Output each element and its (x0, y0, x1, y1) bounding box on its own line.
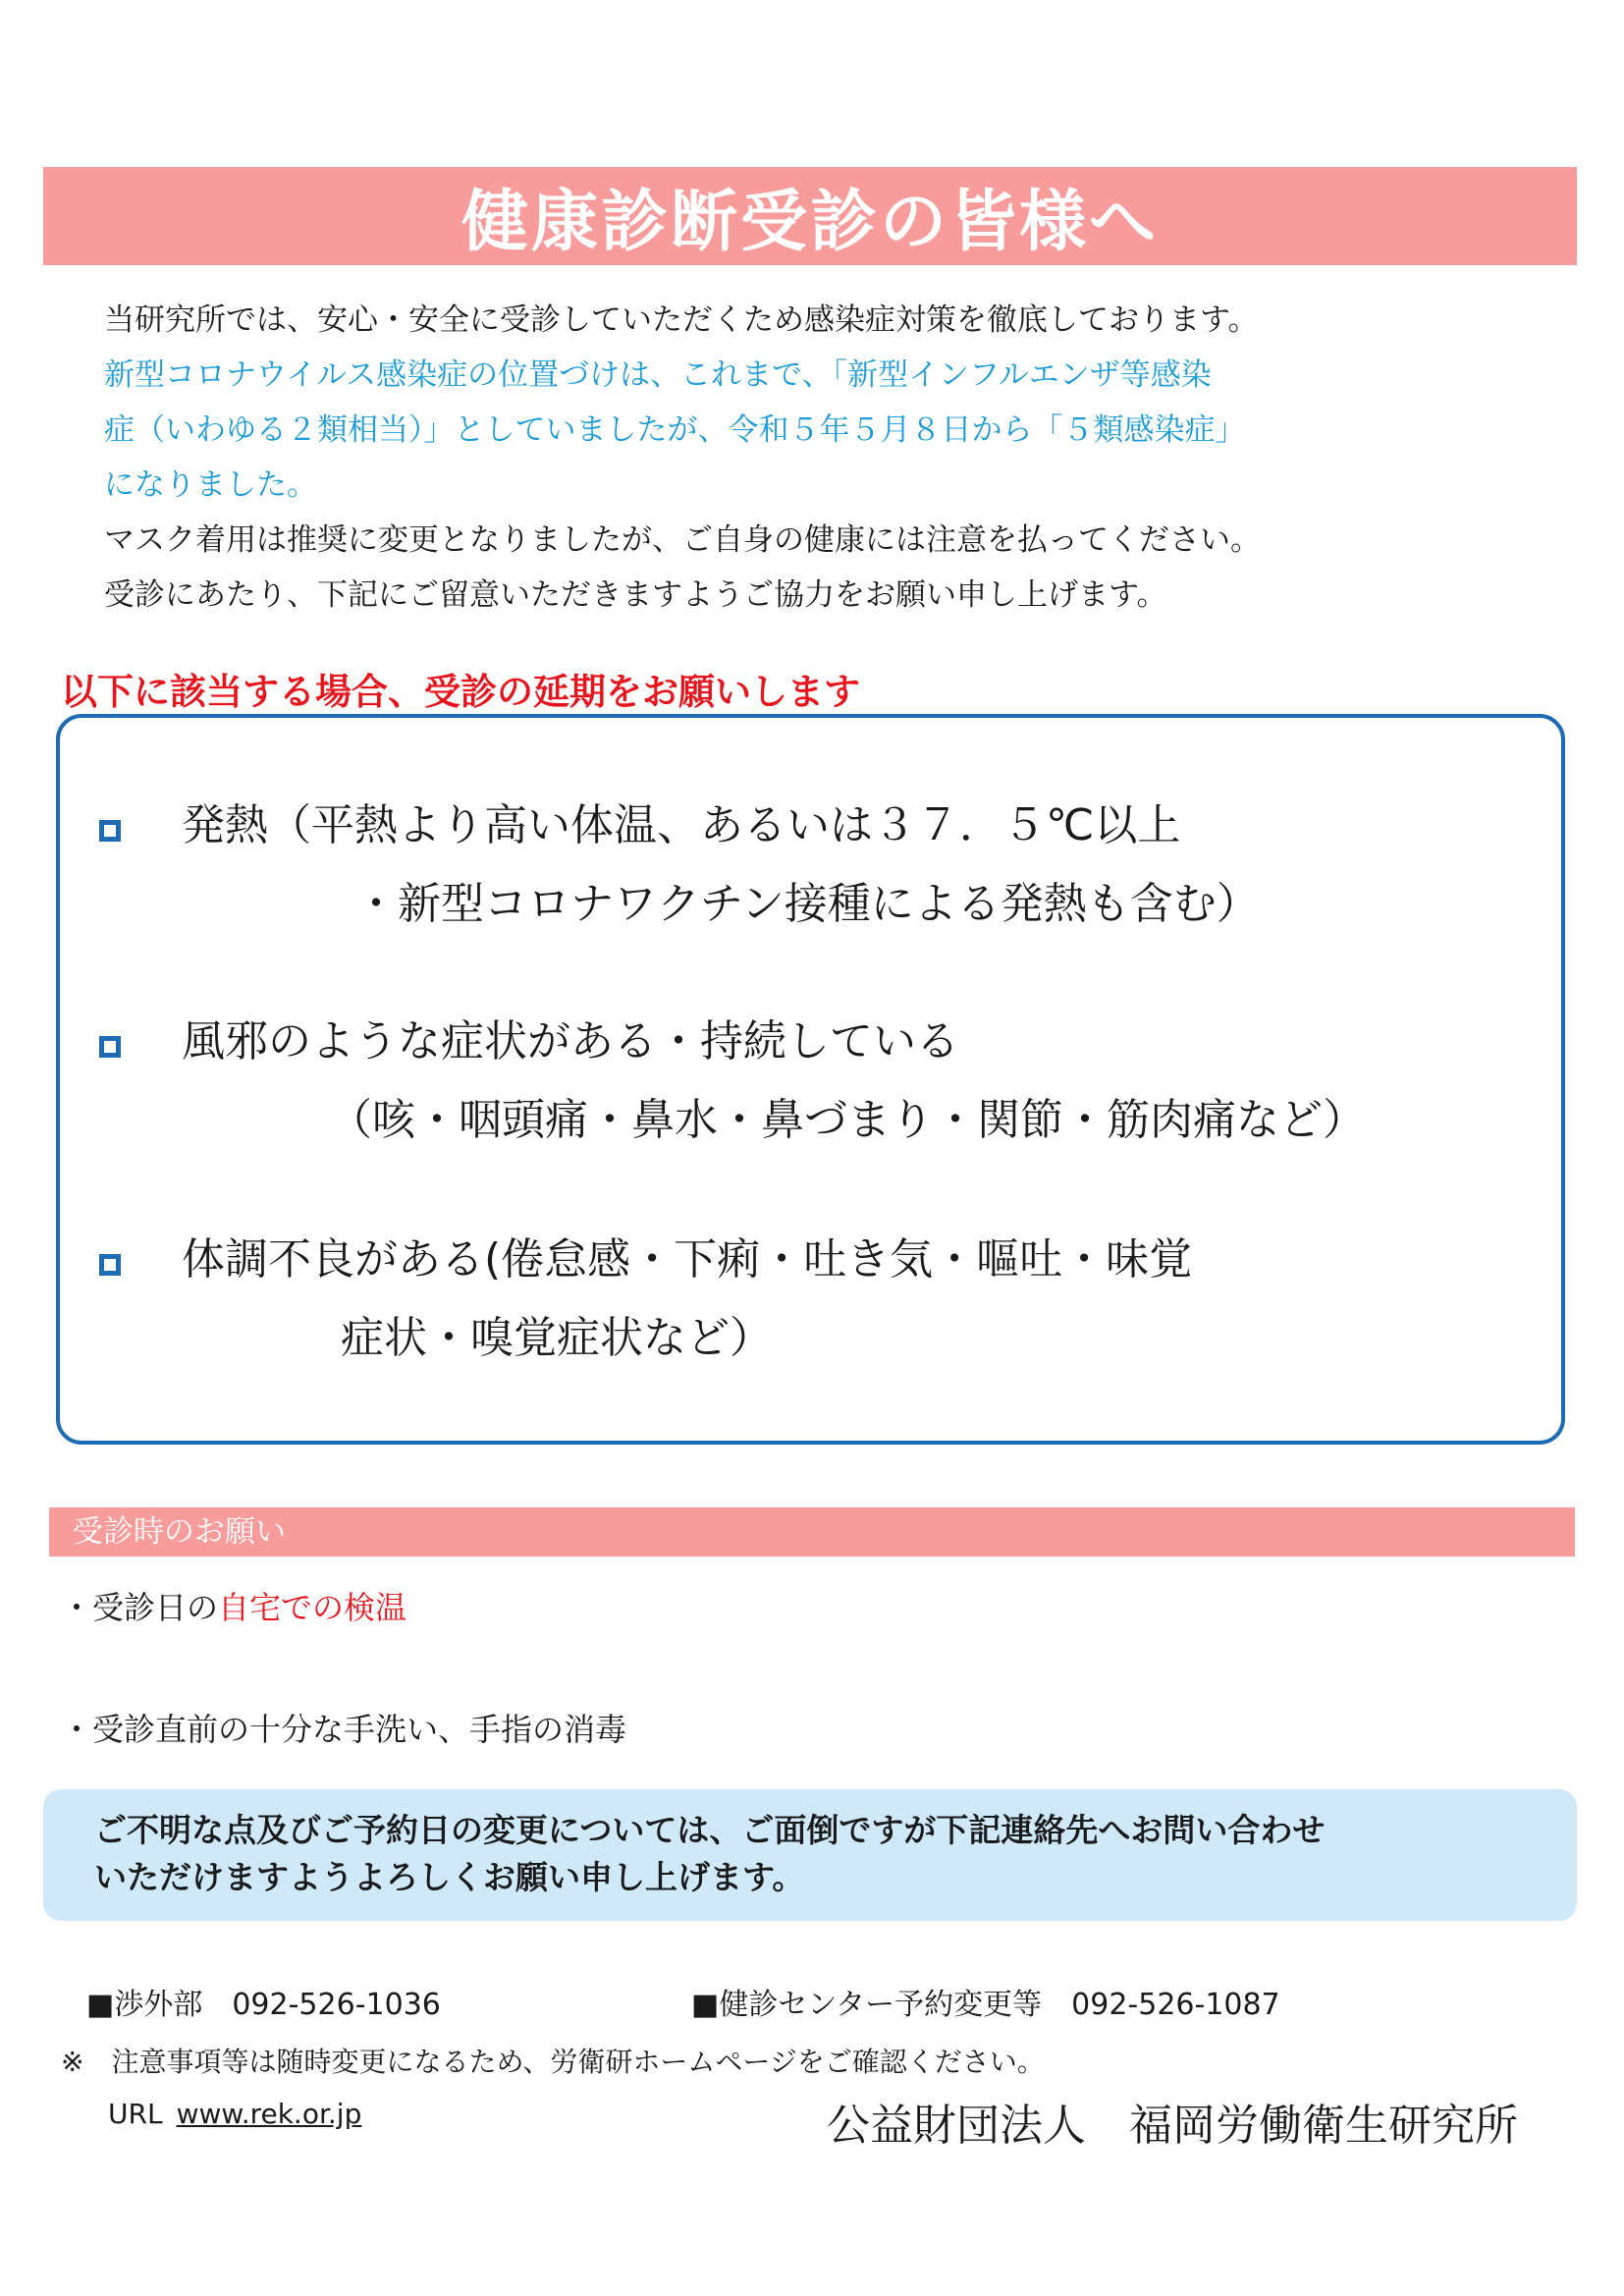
phone-dept-liaison: ■渉外部 092-526-1036 (86, 1988, 441, 2022)
contact-notice (94, 1807, 1528, 1901)
intro-line-blue: になりました。 (104, 467, 317, 503)
condition-text: 体調不良がある(倦怠感・下痢・吐き気・嘔吐・味覚 (182, 1234, 1193, 1285)
url-link[interactable]: www.rek.or.jp (176, 2098, 362, 2130)
checkbox-icon (99, 820, 121, 842)
request-highlight: 自宅での検温 (218, 1589, 407, 1626)
condition-text: 風邪のような症状がある・持続している (182, 1016, 959, 1066)
intro-line-blue: 新型コロナウイルス感染症の位置づけは、これまで、「新型インフルエンザ等感染 (104, 357, 1212, 393)
contact-notice-box (43, 1789, 1577, 1921)
intro-line: マスク着用は推奨に変更となりましたが、ご自身の健康には注意を払ってください。 (104, 522, 1261, 558)
contact-line: ご不明な点及びご予約日の変更については、ご面倒ですが下記連絡先へお問い合わせ (94, 1811, 1326, 1849)
conditions-box (56, 714, 1565, 1445)
condition-subtext: 症状・嗅覚症状など） (341, 1313, 773, 1363)
intro-line: 受診にあたり、下記にご留意いただきますようご協力をお願い申し上げます。 (104, 577, 1167, 613)
requests-heading-bar (49, 1507, 1575, 1557)
phone-health-center: ■健診センター予約変更等 092-526-1087 (691, 1988, 1280, 2022)
request-item (61, 1583, 406, 1628)
checkbox-icon (99, 1254, 121, 1276)
postpone-heading: 以下に該当する場合、受診の延期をお願いします (61, 671, 860, 713)
request-item: ・受診直前の十分な手洗い、手指の消毒 (61, 1711, 627, 1748)
intro-line-blue: 症（いわゆる２類相当）」としていましたが、令和５年５月８日から「５類感染症」 (104, 412, 1246, 448)
requests-heading: 受診時のお願い (73, 1514, 286, 1550)
notice-note: ※ 注意事項等は随時変更になるため、労衛研ホームページをご確認ください。 (61, 2046, 1045, 2078)
condition-text: 発熱（平熱より高い体温、あるいは３７．５℃以上 (182, 800, 1181, 850)
contact-line: いただけますようよろしくお願い申し上げます。 (94, 1858, 805, 1896)
url-line (108, 2098, 361, 2130)
intro-line: 当研究所では、安心・安全に受診していただくため感染症対策を徹底しております。 (104, 302, 1259, 338)
intro-section (104, 293, 1479, 623)
checkbox-icon (99, 1036, 121, 1058)
condition-subtext: ・新型コロナワクチン接種による発熱も含む） (354, 879, 1260, 929)
organization-name: 公益財団法人 福岡労働衛生研究所 (827, 2101, 1518, 2151)
url-label: URL (108, 2098, 163, 2130)
title-banner (43, 167, 1577, 265)
condition-subtext: （咳・咽頭痛・鼻水・鼻づまり・関節・筋肉痛など） (329, 1095, 1366, 1145)
request-text: ・受診日の (61, 1589, 219, 1626)
page-title: 健康診断受診の皆様へ (460, 183, 1159, 261)
